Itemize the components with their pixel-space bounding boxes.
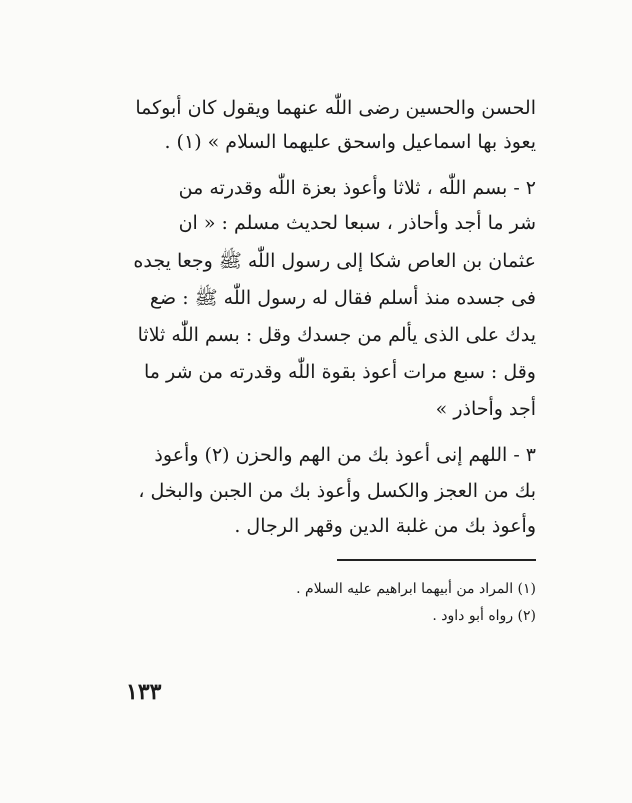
footnote-1: (١) المراد من أبيهما ابراهيم عليه السلام . [296,581,536,597]
text-line: يعوذ بها اسماعيل واسحق عليهما السلام » (١) . [164,131,536,153]
text-line: عثمان بن العاص شكا إلى رسول اللّٰه ﷺ وجعا يجده [133,250,536,272]
footnote-2: (٢) رواه أبو داود . [432,608,536,624]
text-line: يدك على الذى يألم من جسدك وقل : بسم اللّٰه ثلاثا [137,324,536,346]
text-line: بك من العجز والكسل وأعوذ بك من الجبن والبخل ، [138,480,536,502]
text-line: شر ما أجد وأحاذر ، سبعا لحديث مسلم : « ان [178,212,536,234]
text-line: ٣ - اللهم إنى أعوذ بك من الهم والحزن (٢) وأعوذ [154,444,536,466]
footnote-separator [337,559,536,561]
page-number: ١٣٣ [126,679,162,705]
text-line: أجد وأحاذر » [435,398,536,420]
text-line: الحسن والحسين رضى اللّٰه عنهما ويقول كان أبوكما [135,97,536,119]
text-line: ٢ - بسم اللّٰه ، ثلاثا وأعوذ بعزة اللّٰه وقدرته من [178,177,536,199]
text-line: فى جسده منذ أسلم فقال له رسول اللّٰه ﷺ : ضع [149,287,536,309]
text-line: وقل : سبع مرات أعوذ بقوة اللّٰه وقدرته من شر ما [143,361,536,383]
text-line: وأعوذ بك من غلبة الدين وقهر الرجال . [234,515,536,537]
